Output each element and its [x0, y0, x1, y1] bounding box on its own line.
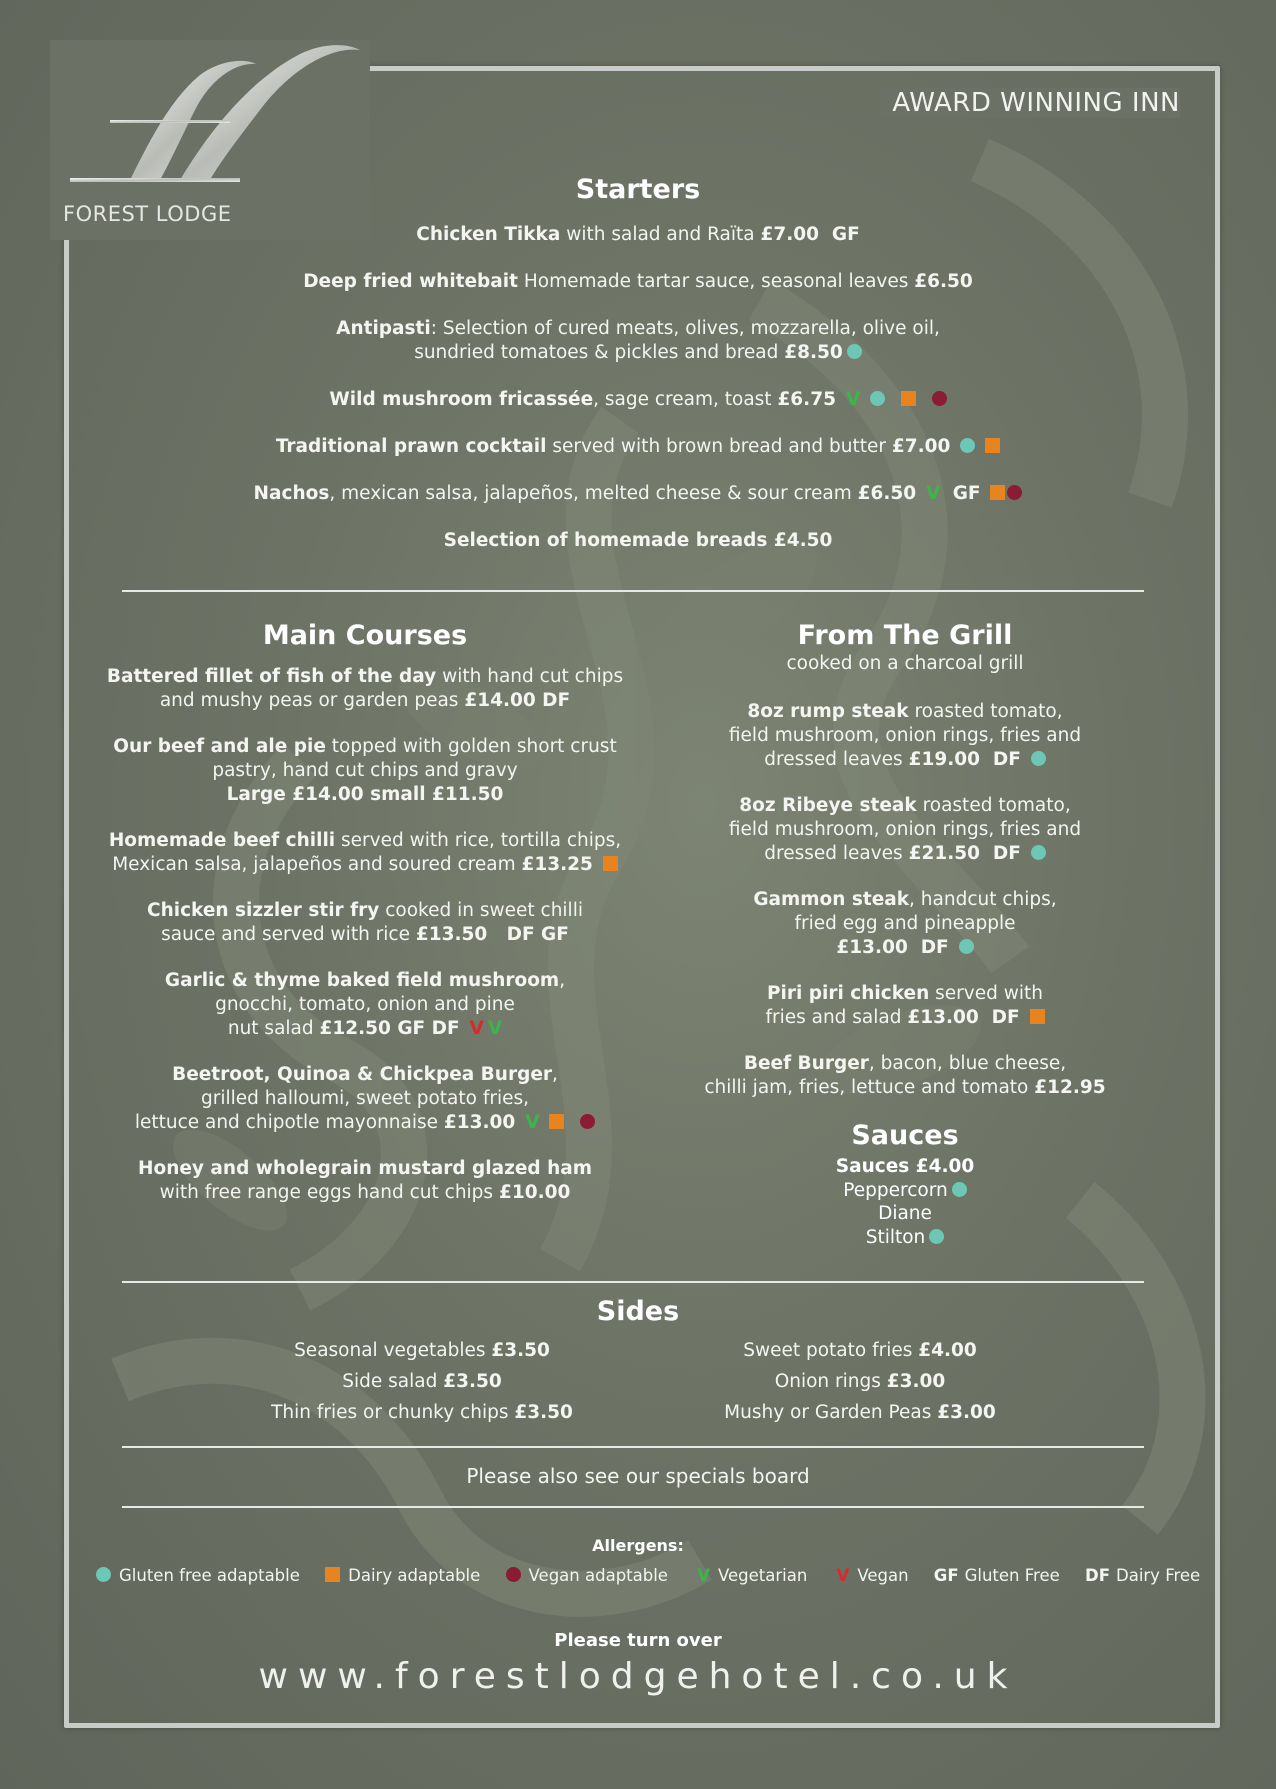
vegetarian-icon: V [525, 1112, 540, 1133]
gluten-free-adaptable-icon [1031, 845, 1046, 860]
grill-item: Piri piri chicken served with fries and salad £13.00 DF [765, 983, 1043, 1028]
main-item: Garlic & thyme baked field mushroom, gnocchi, tomato, onion and pine nut salad £12.50 GF DF V V [164, 970, 566, 1039]
vegan-icon: V [836, 1566, 850, 1585]
vegan-adaptable-icon [506, 1567, 521, 1582]
vegan-adaptable-icon [580, 1114, 595, 1129]
grill-title: From The Grill [797, 620, 1013, 651]
sauces-list [650, 1155, 1160, 1249]
vegan-adaptable-icon [932, 391, 947, 406]
allergens-title: Allergens: [592, 1536, 684, 1555]
brand-name: FOREST LODGE [63, 202, 232, 226]
grill-subtitle: cooked on a charcoal grill [786, 653, 1024, 674]
grill-item: 8oz Ribeye steak roasted tomato, field mushroom, onion rings, fries and dressed leaves £21.50 DF [728, 795, 1082, 864]
side-item: Side salad £3.50 [342, 1371, 502, 1392]
side-item: Mushy or Garden Peas £3.00 [724, 1402, 996, 1423]
grill-section [650, 620, 1160, 1249]
divider [122, 1446, 1144, 1448]
website-link[interactable]: www.forestlodgehotel.co.uk [258, 1656, 1018, 1697]
starter-item: Wild mushroom fricassée, sage cream, toast £6.75 V [100, 388, 1176, 412]
sauces-price: Sauces £4.00 [835, 1156, 975, 1177]
sides-right [660, 1335, 1060, 1428]
grill-item: Beef Burger, bacon, blue cheese, chilli jam, fries, lettuce and tomato £12.95 [704, 1053, 1106, 1098]
turn-over-note: Please turn over [554, 1630, 722, 1651]
gluten-free-adaptable-icon [1031, 751, 1046, 766]
vegetarian-icon: V [926, 483, 941, 504]
dairy-adaptable-icon [325, 1567, 340, 1582]
gluten-free-symbol: GF [933, 1566, 959, 1585]
main-item: Honey and wholegrain mustard glazed ham with free range eggs hand cut chips £10.00 [138, 1158, 592, 1203]
main-item: Homemade beef chilli served with rice, tortilla chips, Mexican salsa, jalapeños and soured cream £13.25 [108, 830, 622, 875]
starter-item: Nachos, mexican salsa, jalapeños, melted cheese & sour cream £6.50 V GF [100, 482, 1176, 506]
sauces-title: Sauces [851, 1120, 959, 1151]
starters-title: Starters [575, 174, 701, 205]
sides-title: Sides [596, 1296, 680, 1327]
main-item: Beetroot, Quinoa & Chickpea Burger, grilled halloumi, sweet potato fries, lettuce and chipotle mayonnaise £13.00 V [100, 1063, 630, 1135]
grill-item: Gammon steak, handcut chips, fried egg and pineapple £13.00 DF [753, 889, 1057, 958]
vegetarian-icon: V [697, 1566, 710, 1585]
award-banner: AWARD WINNING INN [880, 88, 1180, 118]
dairy-free-symbol: DF [1085, 1566, 1110, 1585]
sauce-item: Stilton [865, 1226, 926, 1248]
side-item: Onion rings £3.00 [774, 1371, 946, 1392]
allergens-legend: Gluten free adaptable Dairy adaptable Vegan adaptable V Vegetarian V Vegan GF Gluten Free DF Dairy Free [96, 1566, 1206, 1585]
main-item: Chicken sizzler stir fry cooked in sweet chilli sauce and served with rice £13.50 DF GF [147, 900, 583, 945]
gluten-free-adaptable-icon [847, 344, 862, 359]
starter-item: Antipasti: Selection of cured meats, olives, mozzarella, olive oil, sundried tomatoes & pickles and bread £8.50 [336, 318, 940, 363]
vegetarian-icon: V [845, 389, 861, 410]
gluten-free-adaptable-icon [929, 1229, 944, 1244]
starters-section [100, 174, 1176, 576]
gluten-free-adaptable-icon [96, 1567, 111, 1582]
gluten-free-adaptable-icon [960, 438, 975, 453]
dairy-adaptable-icon [1030, 1009, 1045, 1024]
side-item: Sweet potato fries £4.00 [743, 1340, 977, 1361]
sides-left [222, 1335, 622, 1428]
starter-item: Chicken Tikka with salad and Raïta £7.00 GF [416, 224, 860, 245]
dairy-adaptable-icon [603, 856, 618, 871]
side-item: Seasonal vegetables £3.50 [294, 1340, 550, 1361]
divider [122, 1506, 1144, 1508]
gluten-free-adaptable-icon [952, 1182, 967, 1197]
starter-item: Traditional prawn cocktail served with brown bread and butter £7.00 [100, 435, 1176, 459]
main-courses-title: Main Courses [262, 620, 468, 651]
dairy-adaptable-icon [990, 485, 1005, 500]
dairy-adaptable-icon [985, 438, 1000, 453]
main-item: Battered fillet of fish of the day with hand cut chips and mushy peas or garden peas £14.00 DF [106, 666, 624, 711]
main-item: Our beef and ale pie topped with golden short crust pastry, hand cut chips and gravy Large £14.00 small £11.50 [113, 736, 617, 805]
divider [122, 1281, 1144, 1283]
vegan-adaptable-icon [1007, 485, 1022, 500]
dairy-adaptable-icon [901, 391, 916, 406]
vegetarian-icon: V [487, 1018, 503, 1039]
gluten-free-adaptable-icon [959, 939, 974, 954]
side-item: Thin fries or chunky chips £3.50 [271, 1402, 573, 1423]
divider [122, 590, 1144, 592]
grill-item: 8oz rump steak roasted tomato, field mushroom, onion rings, fries and dressed leaves £19.00 DF [728, 701, 1082, 770]
starter-item: Selection of homemade breads £4.50 [443, 530, 833, 551]
sauce-item: Peppercorn [843, 1179, 948, 1201]
vegan-icon: V [469, 1018, 484, 1039]
main-courses-section [100, 620, 630, 1227]
gluten-free-adaptable-icon [870, 391, 885, 406]
dairy-adaptable-icon [549, 1114, 564, 1129]
specials-note: Please also see our specials board [466, 1464, 810, 1488]
sauce-item: Diane [878, 1203, 932, 1224]
starter-item: Deep fried whitebait Homemade tartar sauce, seasonal leaves £6.50 [303, 271, 973, 292]
